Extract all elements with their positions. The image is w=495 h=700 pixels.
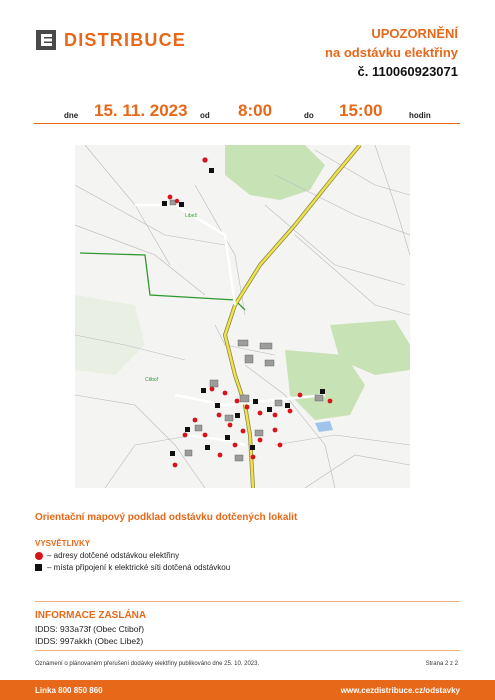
affected-address-dot	[218, 453, 223, 458]
do-label: do	[304, 111, 314, 120]
info-section	[35, 610, 146, 646]
cez-logo-icon	[36, 30, 56, 50]
notice-title: UPOZORNĚNÍ	[371, 26, 458, 41]
pond	[315, 421, 333, 432]
forest-area	[225, 145, 325, 200]
legend	[35, 539, 230, 572]
affected-address-dot	[235, 399, 240, 404]
legend-item-connection	[35, 563, 230, 572]
affected-address-dot	[245, 405, 250, 410]
page-number: Strana 2 z 2	[425, 661, 458, 667]
affected-address-dot	[258, 438, 263, 443]
connection-point-marker	[170, 451, 175, 456]
affected-address-dot	[168, 195, 173, 200]
affected-address-dot	[251, 455, 256, 460]
main-road	[225, 145, 360, 488]
label-libez: Libež	[185, 213, 197, 219]
notice-header	[325, 24, 458, 81]
connection-point-marker	[201, 388, 206, 393]
info-title: INFORMACE ZASLÁNA	[35, 610, 147, 621]
brand-logo	[36, 28, 186, 52]
connection-point-marker	[215, 403, 220, 408]
affected-address-dot	[241, 429, 246, 434]
affected-address-dot	[258, 411, 263, 416]
affected-address-dot	[228, 423, 233, 428]
affected-address-dot	[210, 387, 215, 392]
hodin-label: hodin	[409, 111, 431, 120]
affected-address-dot	[175, 199, 179, 203]
affected-address-dot	[203, 433, 208, 438]
affected-address-dot	[233, 443, 238, 448]
affected-address-dot	[328, 399, 333, 404]
affected-addresses	[168, 157, 333, 467]
connection-point-marker	[253, 399, 258, 404]
main-road-border	[225, 145, 360, 488]
outage-map	[75, 145, 410, 488]
notice-subtitle: na odstávku elektřiny	[325, 45, 458, 60]
legend-item-text: – místa připojení k elektrické síti dotčená odstávkou	[47, 563, 231, 572]
connection-point-marker	[205, 445, 210, 450]
connection-point-marker	[179, 202, 184, 207]
divider	[35, 650, 460, 651]
connection-point-marker	[162, 201, 167, 206]
info-line: IDDS: 997akkh (Obec Libež)	[35, 636, 144, 646]
info-line: IDDS: 933a73f (Obec Ctiboř)	[35, 624, 145, 634]
legend-item-affected	[35, 551, 230, 560]
outage-date: 15. 11. 2023	[94, 101, 188, 120]
map-caption: Orientační mapový podklad odstávku dotčených lokalit	[35, 512, 298, 523]
affected-address-dot	[183, 433, 188, 438]
brand-name: DISTRIBUCE	[64, 29, 187, 50]
affected-address-dot	[288, 409, 293, 414]
label-ctibor: Ctiboř	[145, 377, 159, 383]
map-canvas	[75, 145, 410, 488]
hotline: Linka 800 850 860	[35, 686, 103, 695]
black-square-icon	[35, 564, 42, 571]
publication-note: Oznámení o plánovaném přerušení dodávky elektřiny publikováno dne 25. 10. 2023.	[35, 661, 260, 667]
connection-point-marker	[285, 403, 290, 408]
schedule-row	[34, 101, 460, 124]
connection-point-marker	[267, 407, 272, 412]
time-to: 15:00	[339, 101, 383, 120]
od-label: od	[200, 111, 210, 120]
legend-item-text: – adresy dotčené odstávkou elektřiny	[47, 551, 180, 560]
affected-address-dot	[202, 157, 207, 162]
connection-point-marker	[235, 413, 240, 418]
affected-address-dot	[298, 393, 303, 398]
connection-point-marker	[250, 445, 255, 450]
affected-address-dot	[223, 391, 228, 396]
legend-title: VYSVĚTLIVKY	[35, 539, 91, 548]
divider	[35, 601, 460, 602]
red-dot-icon	[35, 552, 43, 560]
footer-bar	[0, 680, 495, 700]
notice-number: č. 110060923071	[357, 64, 458, 79]
affected-address-dot	[173, 463, 178, 468]
affected-address-dot	[193, 418, 198, 423]
affected-address-dot	[273, 428, 278, 433]
affected-address-dot	[278, 443, 283, 448]
affected-address-dot	[217, 413, 222, 418]
website-link[interactable]: www.cezdistribuce.cz/odstavky	[340, 686, 460, 695]
field-area	[75, 295, 145, 375]
affected-address-dot	[273, 413, 278, 418]
connection-point-marker	[209, 168, 214, 173]
time-from: 8:00	[238, 101, 273, 120]
connection-point-marker	[185, 427, 190, 432]
dne-label: dne	[64, 111, 79, 120]
connection-point-marker	[320, 389, 325, 394]
connection-point-marker	[225, 435, 230, 440]
